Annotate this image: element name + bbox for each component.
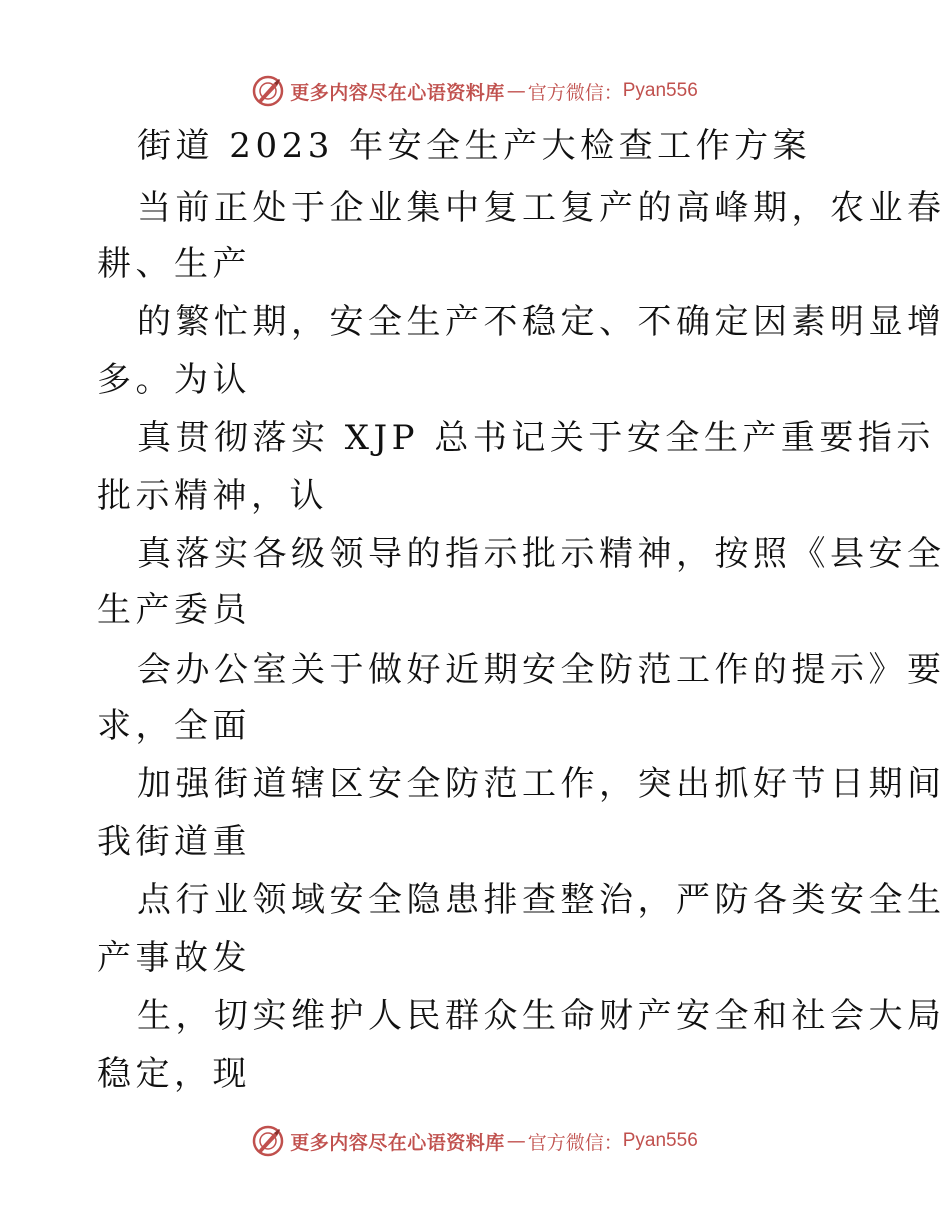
header-watermark <box>0 71 950 111</box>
paragraph-line: 真贯彻落实 XJP 总书记关于安全生产重要指示 <box>137 418 935 458</box>
quill-seal-logo-icon <box>252 75 284 107</box>
watermark-brand-text: 更多内容尽在心语资料库 <box>290 1131 505 1154</box>
paragraph-line: 会办公室关于做好近期安全防范工作的提示》要 <box>137 650 946 690</box>
paragraph-line: 点行业领域安全隐患排查整治，严防各类安全生 <box>137 880 946 920</box>
paragraph-line: 生产委员 <box>97 590 251 630</box>
watermark-dash: — <box>506 1130 526 1152</box>
paragraph-line: 加强街道辖区安全防范工作，突出抓好节日期间 <box>137 764 946 804</box>
watermark-wechat-handle: Pyan556 <box>622 1130 698 1151</box>
paragraph-line: 耕、生产 <box>97 244 251 284</box>
paragraph-line: 的繁忙期，安全生产不稳定、不确定因素明显增 <box>137 302 946 342</box>
watermark-official-label: 官方微信： <box>527 81 623 104</box>
document-title: 街道 2023 年安全生产大检查工作方案 <box>137 126 812 166</box>
paragraph-line: 稳定，现 <box>97 1054 251 1094</box>
quill-seal-logo-icon <box>252 1125 284 1157</box>
watermark-dash: — <box>506 80 526 102</box>
watermark-official-label: 官方微信： <box>527 1131 623 1154</box>
paragraph-line: 批示精神，认 <box>97 476 328 516</box>
footer-watermark <box>0 1121 950 1161</box>
paragraph-line: 生，切实维护人民群众生命财产安全和社会大局 <box>137 996 946 1036</box>
paragraph-line: 产事故发 <box>97 938 251 978</box>
paragraph-line: 多。为认 <box>97 360 251 400</box>
paragraph-line: 当前正处于企业集中复工复产的高峰期，农业春 <box>137 188 946 228</box>
watermark-brand-text: 更多内容尽在心语资料库 <box>290 81 505 104</box>
paragraph-line: 我街道重 <box>97 822 251 862</box>
paragraph-line: 求，全面 <box>97 706 251 746</box>
paragraph-line: 真落实各级领导的指示批示精神，按照《县安全 <box>137 534 946 574</box>
watermark-wechat-handle: Pyan556 <box>622 80 698 101</box>
